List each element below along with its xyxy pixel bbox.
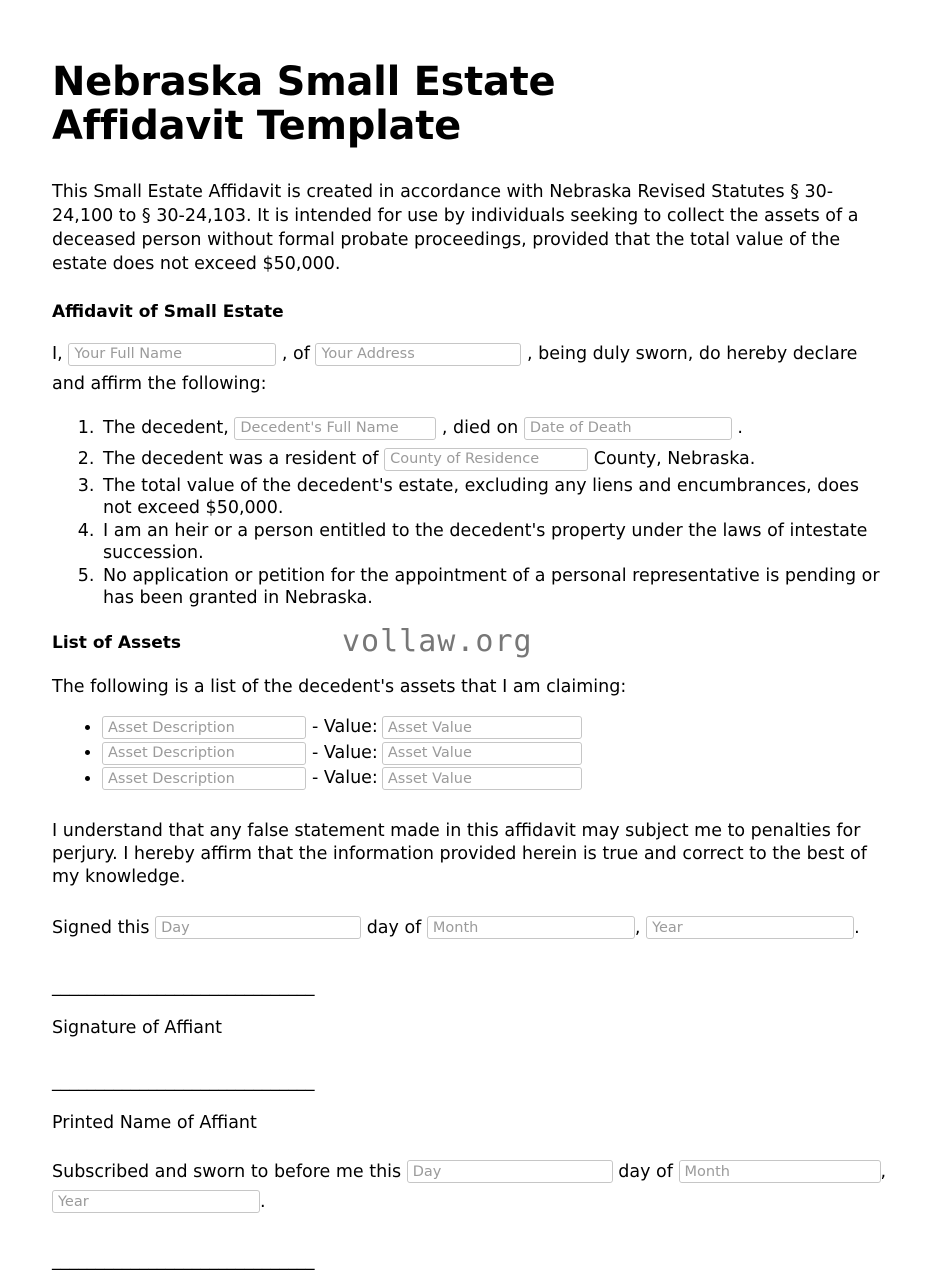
watermark-text: vollaw.org — [342, 624, 533, 659]
signed-day-input[interactable] — [155, 916, 361, 939]
list-item — [102, 766, 891, 792]
signed-period: . — [854, 917, 860, 938]
notary-year-input[interactable] — [52, 1190, 260, 1213]
list-item — [102, 741, 891, 767]
claim-item-2 — [100, 444, 891, 474]
date-of-death-input[interactable] — [524, 417, 732, 440]
claim-1-suffix: . — [737, 418, 743, 438]
asset-value-input[interactable] — [382, 767, 582, 790]
assets-list — [52, 715, 891, 792]
notary-date-line — [52, 1157, 891, 1217]
claim-item-3: 3. The total value of the decedent's estate, excluding any liens and encumbrances, does not exceed $50,000. — [100, 475, 891, 519]
signed-mid: day of — [366, 917, 422, 938]
claim-item-4: 4. I am an heir or a person entitled to the decedent's property under the laws of intestate succession. — [100, 520, 891, 564]
asset-description-input[interactable] — [102, 742, 306, 765]
declaration-prefix: I, — [52, 344, 63, 364]
notary-period: . — [260, 1191, 266, 1212]
page-title: Nebraska Small Estate Affidavit Template — [52, 59, 556, 149]
declaration-suffix: , being duly sworn, do hereby declare and affirm the following: — [52, 344, 858, 394]
claims-list — [52, 413, 891, 609]
signed-date-line — [52, 913, 891, 943]
claim-1-prefix: The decedent, — [103, 418, 229, 438]
decedent-name-input[interactable] — [234, 417, 436, 440]
declaration-of-text: , of — [281, 344, 310, 364]
intro-paragraph: This Small Estate Affidavit is created in accordance with Nebraska Revised Statutes § 30-24,100 to § 30-24,103. It is intended for use by individuals seeking to collect the assets of a deceased person without formal probate proceedings, provided that the total value of the estate does not exceed $50,000. — [52, 182, 859, 274]
signed-year-input[interactable] — [646, 916, 854, 939]
assets-lead-text: The following is a list of the decedent's assets that I am claiming: — [52, 677, 627, 697]
claim-item-1 — [100, 413, 891, 443]
asset-value-label: - Value: — [312, 742, 378, 763]
asset-value-input[interactable] — [382, 742, 582, 765]
asset-description-input[interactable] — [102, 767, 306, 790]
notary-day-input[interactable] — [407, 1160, 613, 1183]
claim-2-suffix: County, Nebraska. — [593, 449, 756, 469]
signed-month-input[interactable] — [427, 916, 635, 939]
affiant-printed-name-rule: ______________________________ — [52, 1071, 315, 1092]
county-of-residence-input[interactable] — [384, 448, 588, 471]
list-item — [102, 715, 891, 741]
notary-signature-rule: ______________________________ — [52, 1250, 315, 1271]
signed-comma: , — [634, 917, 641, 938]
perjury-paragraph: I understand that any false statement made in this affidavit may subject me to penalties for perjury. I hereby affirm that the information provided herein is true and correct to the best of my knowledge. — [52, 820, 867, 887]
assets-heading-row — [52, 624, 891, 659]
address-input[interactable] — [315, 343, 521, 366]
affiant-signature-label: Signature of Affiant — [52, 1017, 222, 1038]
signed-prefix: Signed this — [52, 917, 150, 938]
asset-value-input[interactable] — [382, 716, 582, 739]
claim-2-prefix: The decedent was a resident of — [103, 449, 379, 469]
declaration-paragraph — [52, 339, 891, 399]
notary-month-input[interactable] — [679, 1160, 881, 1183]
affiant-printed-name-label: Printed Name of Affiant — [52, 1112, 257, 1133]
notary-prefix: Subscribed and sworn to before me this — [52, 1161, 402, 1182]
full-name-input[interactable] — [68, 343, 276, 366]
affiant-signature-rule: ______________________________ — [52, 976, 315, 997]
asset-description-input[interactable] — [102, 716, 306, 739]
notary-comma: , — [880, 1161, 887, 1182]
asset-value-label: - Value: — [312, 717, 378, 737]
assets-section-heading: List of Assets — [52, 633, 181, 653]
asset-value-label: - Value: — [312, 768, 378, 788]
claim-1-mid: , died on — [441, 418, 519, 438]
notary-mid: day of — [618, 1161, 673, 1182]
affidavit-section-heading: Affidavit of Small Estate — [52, 302, 284, 322]
claim-item-5: 5. No application or petition for the appointment of a personal representative is pending or has been granted in Nebraska. — [100, 565, 891, 609]
